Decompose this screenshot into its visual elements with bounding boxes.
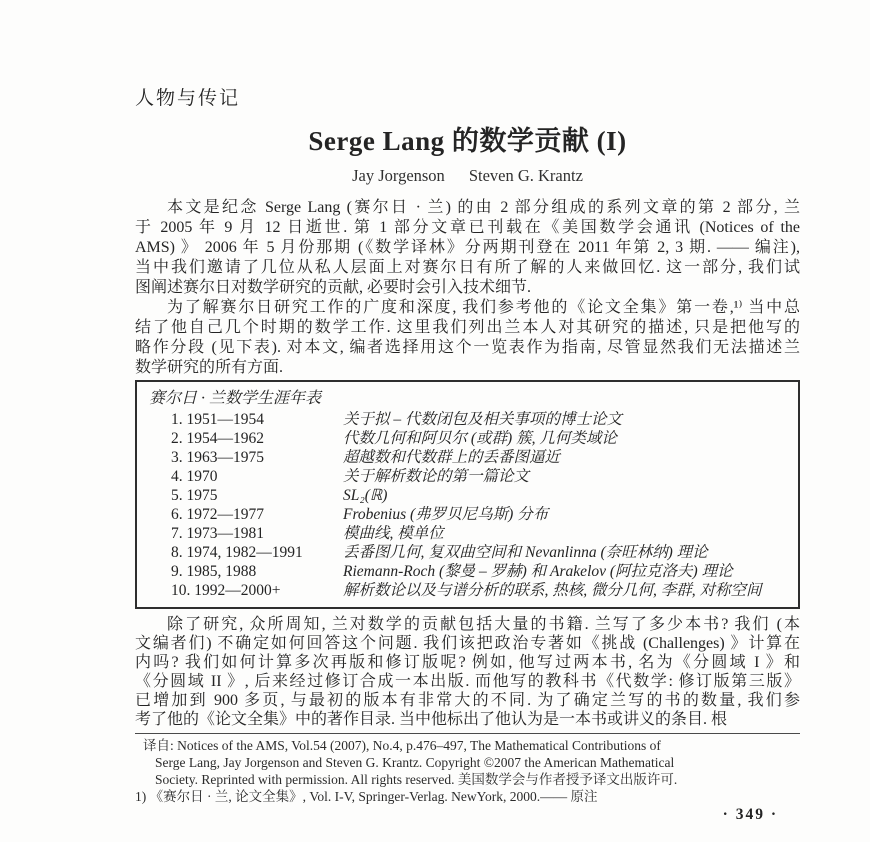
- row-description: 关于拟 – 代数闭包及相关事项的博士论文: [343, 411, 623, 428]
- row-description: 超越数和代数群上的丢番图逼近: [343, 449, 561, 466]
- text-line: 已增加到 900 多页, 与最初的版本有非常大的不同. 为了确定兰写的书的数量, 我们参: [135, 692, 800, 709]
- author-name: Jay Jorgenson: [352, 166, 445, 185]
- page-number: · 349 ·: [722, 806, 778, 823]
- footnote-1: 1) 《赛尔日 · 兰, 论文全集》, Vol. I-V, Springer-Verlag. NewYork, 2000.—— 原注: [135, 789, 598, 804]
- row-description: 代数几何和阿贝尔 (或群) 簇, 几何类域论: [343, 430, 617, 447]
- text-line: 于 2005 年 9 月 12 日逝世. 第 1 部分文章已刊载在《美国数学会通讯 (Notices of the: [135, 219, 800, 236]
- row-years: 3. 1963—1975: [171, 449, 264, 466]
- paragraph-3: [135, 615, 800, 729]
- row-description: 解析数论以及与谱分析的联系, 热核, 微分几何, 李群, 对称空间: [343, 582, 762, 599]
- row-description: Riemann-Roch (黎曼 – 罗赫) 和 Arakelov (阿拉克洛夫) 理论: [343, 563, 733, 580]
- table-row: [149, 543, 786, 562]
- author-name: Steven G. Krantz: [468, 166, 583, 185]
- text-line: 结了他自己几个时期的数学工作. 这里我们列出兰本人对其研究的描述, 只是把他写的: [135, 319, 800, 336]
- footnote-line: Serge Lang, Jay Jorgenson and Steven G. Krantz. Copyright ©2007 the American Mathematical: [155, 755, 675, 770]
- row-years: 8. 1974, 1982—1991: [171, 544, 303, 561]
- row-years: 5. 1975: [171, 487, 218, 504]
- text-line: 《分圆域 II 》, 后来经过修订合成一本出版. 而他写的教科书《代数学: 修订版第三版》: [135, 673, 800, 690]
- text-line: 本文是纪念 Serge Lang (赛尔日 · 兰) 的由 2 部分组成的系列文章的第 2 部分, 兰: [167, 199, 800, 216]
- row-description: 模曲线, 模单位: [343, 525, 444, 542]
- text-line: 考了他的《论文全集》中的著作目录. 当中他标出了他认为是一本书或讲义的条目. 根: [135, 711, 728, 728]
- table-row: [149, 505, 786, 524]
- table-row: [149, 410, 786, 429]
- row-years: 6. 1972—1977: [171, 506, 264, 523]
- row-years: 1. 1951—1954: [171, 411, 264, 428]
- text-line: 当中我们邀请了几位从私人层面上对赛尔日有所了解的人来做回忆. 这一部分, 我们试: [135, 259, 800, 276]
- table-title: 赛尔日 · 兰数学生涯年表: [149, 390, 322, 407]
- row-years: 7. 1973—1981: [171, 525, 264, 542]
- footnote-line: 译自: Notices of the AMS, Vol.54 (2007), No.4, p.476–497, The Mathematical Contributions of: [143, 738, 661, 753]
- paragraph-2: [135, 298, 800, 378]
- text-line: AMS) 》 2006 年 5 月份那期 (《数学译林》分两期刊登在 2011 年第 2, 3 期. —— 编注),: [135, 239, 800, 256]
- text-line: 略作分段 (见下表). 对本文, 编者选择用这个一览表作为指南, 尽管显然我们无法描述兰: [135, 339, 800, 356]
- article-title: Serge Lang 的数学贡献 (I): [308, 126, 627, 156]
- section-label: 人物与传记: [135, 88, 241, 109]
- table-row: [149, 524, 786, 543]
- text-line: 除了研究, 众所周知, 兰对数学的贡献包括大量的书籍. 兰写了多少本书? 我们 (本: [167, 616, 800, 633]
- authors: [135, 166, 800, 186]
- table-row: [149, 448, 786, 467]
- career-table: [135, 380, 800, 609]
- row-description: SL₂(ℝ): [343, 487, 388, 504]
- row-years: 2. 1954—1962: [171, 430, 264, 447]
- paragraph-1: [135, 198, 800, 298]
- row-years: 10. 1992—2000+: [171, 582, 281, 599]
- translator-note: [135, 737, 800, 788]
- footnote-divider: [135, 733, 800, 734]
- text-line: 文编者们) 不确定如何回答这个问题. 我们该把政治专著如《挑战 (Challenges) 》计算在: [135, 635, 800, 652]
- footnote-line: Society. Reprinted with permission. All rights reserved. 美国数学会与作者授予译文出版许可.: [155, 772, 678, 787]
- page-content: [135, 88, 800, 823]
- text-line: 数学研究的所有方面.: [135, 359, 284, 376]
- table-row: [149, 486, 786, 505]
- table-row: [149, 429, 786, 448]
- row-description: Frobenius (弗罗贝尼乌斯) 分布: [343, 506, 549, 523]
- table-row: [149, 467, 786, 486]
- row-description: 关于解析数论的第一篇论文: [343, 468, 530, 485]
- row-years: 4. 1970: [171, 468, 218, 485]
- row-years: 9. 1985, 1988: [171, 563, 257, 580]
- text-line: 图阐述赛尔日对数学研究的贡献, 必要时会引入技术细节.: [135, 279, 532, 296]
- text-line: 为了解赛尔日研究工作的广度和深度, 我们参考他的《论文全集》第一卷,¹⁾ 当中总: [167, 299, 800, 316]
- table-rows: [149, 410, 786, 600]
- table-row: [149, 562, 786, 581]
- row-description: 丢番图几何, 复双曲空间和 Nevanlinna (奈旺林纳) 理论: [343, 544, 708, 561]
- table-row: [149, 581, 786, 600]
- text-line: 内吗? 我们如何计算多次再版和修订版呢? 例如, 他写过两本书, 名为《分圆域 I 》和: [135, 654, 800, 671]
